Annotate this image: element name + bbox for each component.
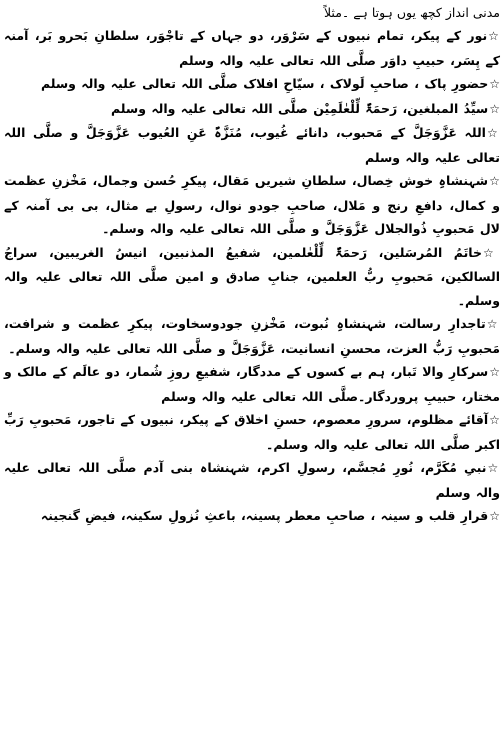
paragraph xyxy=(4,504,500,529)
paragraph-text: سرکارِ والا تَبار، ہم بے کسوں کے مددگار، شفیعِ روزِ شُمار، دو عالَم کے مالک و مختار، حبیبِ پروردگار۔صلَّی اللہ تعالی علیہ والہ وسلم xyxy=(4,364,500,404)
star-bullet-icon: ☆ xyxy=(489,509,500,523)
star-bullet-icon: ☆ xyxy=(486,126,500,140)
paragraph xyxy=(4,456,500,504)
page-heading: مدنی انداز کچھ یوں ہوتا ہے ۔مثلاً xyxy=(323,5,500,20)
star-bullet-icon: ☆ xyxy=(486,317,500,331)
paragraph-text: تاجدارِ رسالت، شہنشاہِ نُبوت، مَخْزنِ جودوسخاوت، پیکرِ عظمت و شرافت، مَحبوبِ رَبُّ العزت، محسنِ انسانیت، عَزَّوَجَلَّ و صلَّی اللہ تعالی علیہ والہ وسلم۔ xyxy=(4,316,500,356)
star-bullet-icon: ☆ xyxy=(483,245,500,260)
paragraph-text: نبیِ مُکَرَّم، نُورِ مُجسَّم، رسولِ اکرم، شہنشاہ بنی آدم صلَّی اللہ تعالی علیہ والہ وسلم xyxy=(4,460,500,500)
star-bullet-icon: ☆ xyxy=(489,77,500,91)
star-bullet-icon: ☆ xyxy=(489,413,500,427)
paragraph-text: خاتَمُ المُرسَلین، رَحمَۃٌ لِّلْعٰلمین، شفیعُ المذنبین، انیسُ الغریبین، سراجُ السالکین، مَحبوبِ ربُّ العلمین، جنابِ صادق و امین صلَّی اللہ تعالی علیہ والہ وسلم۔ xyxy=(4,244,500,308)
paragraph xyxy=(4,408,500,456)
paragraph-text: آقائے مظلوم، سرورِ معصوم، حسنِ اخلاق کے پیکر، نبیوں کے تاجور، مَحبوبِ رَبِّ اکبر صلَّی اللہ تعالی علیہ والہ وسلم۔ xyxy=(4,412,500,452)
star-bullet-icon: ☆ xyxy=(489,101,500,116)
star-bullet-icon: ☆ xyxy=(488,29,500,43)
paragraph-text: حضورِ پاک ، صاحبِ لَولاک ، سیّاحِ افلاک صلَّی اللہ تعالی علیہ والہ وسلم xyxy=(40,76,489,91)
paragraph xyxy=(4,72,500,97)
paragraph-text: شہنشاہِ خوش خِصال، سلطانِ شیریں مَقال، پیکرِ حُسن وجمال، مَخْزنِ عظمت و کمال، دافعِ رنج و مَلال، صاحبِ جودو نوال، رسولِ بے مثال، بی بی آمنہ کے لال مَحبوبِ ذُوالجلال عَزَّوَجَلَّ و صلَّی اللہ تعالی علیہ والہ وسلم۔ xyxy=(4,173,500,236)
paragraph-text: نور کے پیکر، تمام نبیوں کے سَرْوَر، دو جہاں کے تاجْوَر، سلطانِ بَحرو بَر، آمنہ کے پِسَر، حبیبِ داوَر صلَّی اللہ تعالی علیہ والہ وسلم xyxy=(4,28,500,68)
paragraph-text: قرارِ قلب و سینہ ، صاحبِ معطر پسینہ، باعثِ نُزولِ سکینہ، فیضِ گنجینہ xyxy=(40,508,489,523)
paragraph xyxy=(4,97,500,122)
paragraph xyxy=(4,360,500,408)
paragraph xyxy=(4,24,500,72)
paragraph xyxy=(4,121,500,169)
paragraph xyxy=(4,312,500,360)
paragraph xyxy=(4,169,500,241)
star-bullet-icon: ☆ xyxy=(487,461,501,475)
paragraph-list xyxy=(4,24,500,529)
star-bullet-icon: ☆ xyxy=(489,174,500,188)
paragraph-text: سیِّدُ المبلغین، رَحمَۃٌ لِّلْعٰلَمِیْن صلَّی اللہ تعالی علیہ والہ وسلم xyxy=(111,100,489,116)
paragraph-text: اللہ عَزَّوَجَلَّ کے مَحبوب، دانائے غُیوب، مُنَزَّہٌ عَنِ العُیوب عَزَّوَجَلَّ و صلَّی اللہ تعالی علیہ والہ وسلم xyxy=(4,125,500,165)
star-bullet-icon: ☆ xyxy=(489,365,500,379)
paragraph xyxy=(4,241,500,313)
